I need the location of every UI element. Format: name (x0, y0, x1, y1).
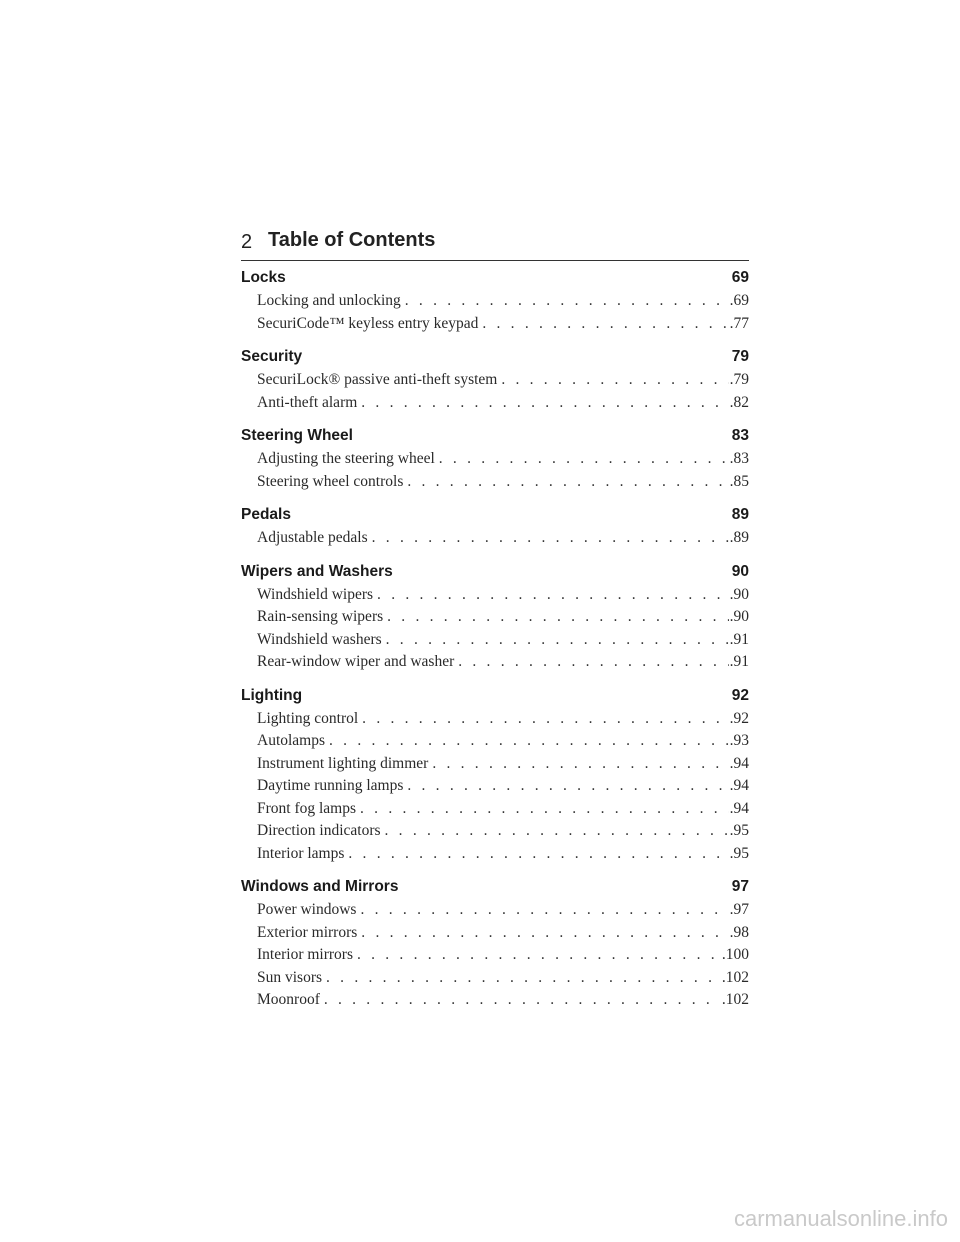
section-page-number: 92 (731, 686, 749, 704)
dot-leader (348, 843, 728, 866)
entry-title: Rain-sensing wipers (257, 608, 384, 625)
entry-page-number: .102 (721, 968, 749, 986)
section-title: Lighting (241, 686, 303, 704)
entry-page-number: .97 (729, 901, 749, 918)
entry-title: Interior lamps (257, 844, 345, 862)
section-heading[interactable] (241, 503, 749, 527)
section-heading[interactable] (241, 560, 749, 584)
entry-title: Front fog lamps (257, 799, 357, 817)
entry-page-number: .90 (729, 608, 749, 625)
dot-leader (458, 651, 728, 674)
toc-entry[interactable] (257, 708, 749, 731)
dot-leader (386, 629, 729, 652)
dot-leader (329, 730, 729, 753)
entry-title: Moonroof (257, 991, 320, 1008)
dot-leader (405, 290, 729, 313)
section-heading[interactable] (241, 875, 749, 899)
dot-leader (361, 922, 728, 945)
toc-entry[interactable] (257, 606, 749, 629)
toc-entry[interactable] (257, 843, 749, 866)
toc-entry[interactable] (257, 471, 749, 494)
section-title: Windows and Mirrors (241, 878, 399, 895)
entry-page-number: .85 (729, 472, 749, 490)
entry-page-number: .93 (729, 732, 749, 749)
section-page-number: 69 (731, 269, 749, 286)
page-title: Table of Contents (268, 229, 436, 251)
toc-entry[interactable] (257, 820, 749, 843)
toc-entry[interactable] (257, 392, 749, 415)
dot-leader (377, 584, 729, 607)
toc-entry[interactable] (257, 753, 749, 776)
entry-title: Direction indicators (257, 822, 381, 839)
toc-entry[interactable] (257, 651, 749, 674)
dot-leader (361, 392, 728, 415)
entry-title: Rear-window wiper and washer (257, 653, 455, 670)
entry-title: Lighting control (257, 709, 359, 727)
entry-page-number: .102 (721, 991, 749, 1008)
entry-title: Autolamps (257, 732, 326, 749)
dot-leader (360, 798, 729, 821)
toc-entry[interactable] (257, 899, 749, 922)
toc-section (241, 684, 749, 866)
section-page-number: 97 (731, 878, 749, 895)
entry-title: Exterior mirrors (257, 923, 358, 941)
dot-leader (439, 448, 729, 471)
toc-entry[interactable] (257, 798, 749, 821)
toc-entry[interactable] (257, 584, 749, 607)
entry-page-number: .98 (729, 923, 749, 941)
page-header (241, 228, 749, 261)
toc-section (241, 424, 749, 493)
toc-entry[interactable] (257, 369, 749, 392)
dot-leader (326, 967, 721, 990)
toc-entry[interactable] (257, 730, 749, 753)
dot-leader (501, 369, 728, 392)
entry-title: Anti-theft alarm (257, 393, 358, 411)
entry-page-number: .77 (729, 314, 749, 332)
toc-section (241, 266, 749, 335)
entry-title: SecuriLock® passive anti-theft system (257, 371, 498, 388)
entry-title: Sun visors (257, 968, 323, 986)
toc-entry[interactable] (257, 944, 749, 967)
section-title: Security (241, 348, 303, 365)
toc-entry[interactable] (257, 448, 749, 471)
page-number: 2 (241, 231, 253, 253)
toc-entry[interactable] (257, 290, 749, 313)
toc-entry[interactable] (257, 922, 749, 945)
entry-page-number: .90 (729, 585, 749, 603)
toc-entry[interactable] (257, 989, 749, 1012)
dot-leader (324, 989, 721, 1012)
toc-entry[interactable] (257, 527, 749, 550)
entry-title: Windshield washers (257, 630, 382, 648)
dot-leader (407, 471, 728, 494)
entry-page-number: .69 (729, 292, 749, 309)
entry-title: SecuriCode™ keyless entry keypad (257, 314, 479, 332)
toc-section (241, 503, 749, 550)
section-page-number: 79 (731, 348, 749, 365)
dot-leader (362, 708, 728, 731)
toc-entry[interactable] (257, 313, 749, 336)
entry-page-number: .89 (729, 529, 749, 546)
entry-title: Locking and unlocking (257, 292, 401, 309)
entry-title: Steering wheel controls (257, 472, 404, 490)
entry-page-number: .91 (729, 630, 749, 648)
section-heading[interactable] (241, 345, 749, 369)
entry-page-number: .82 (729, 393, 749, 411)
entry-title: Daytime running lamps (257, 777, 404, 794)
toc-entry[interactable] (257, 967, 749, 990)
dot-leader (432, 753, 728, 776)
section-title: Steering Wheel (241, 427, 353, 444)
entry-page-number: .95 (729, 822, 749, 839)
table-of-contents (241, 266, 749, 1022)
toc-entry[interactable] (257, 775, 749, 798)
toc-entry[interactable] (257, 629, 749, 652)
entry-page-number: .95 (729, 844, 749, 862)
entry-page-number: .79 (729, 371, 749, 388)
entry-page-number: .94 (729, 754, 749, 772)
toc-section (241, 875, 749, 1012)
section-heading[interactable] (241, 424, 749, 448)
section-page-number: 83 (731, 427, 749, 444)
section-page-number: 90 (731, 562, 749, 580)
entry-page-number: .91 (729, 653, 749, 670)
entry-title: Instrument lighting dimmer (257, 754, 429, 772)
entry-title: Adjustable pedals (257, 529, 368, 546)
entry-page-number: .94 (729, 777, 749, 794)
dot-leader (407, 775, 728, 798)
section-heading[interactable] (241, 684, 749, 708)
section-heading[interactable] (241, 266, 749, 290)
dot-leader (385, 820, 729, 843)
entry-title: Interior mirrors (257, 946, 353, 963)
entry-page-number: .94 (729, 799, 749, 817)
section-title: Wipers and Washers (241, 562, 393, 580)
watermark: carmanualsonline.info (733, 1206, 948, 1231)
entry-title: Adjusting the steering wheel (257, 450, 435, 467)
dot-leader (372, 527, 729, 550)
entry-title: Windshield wipers (257, 585, 374, 603)
dot-leader (360, 899, 728, 922)
dot-leader (482, 313, 728, 336)
entry-page-number: .83 (729, 450, 749, 467)
dot-leader (357, 944, 721, 967)
toc-section (241, 345, 749, 414)
dot-leader (387, 606, 728, 629)
toc-section (241, 560, 749, 674)
entry-page-number: .92 (729, 709, 749, 727)
section-title: Locks (241, 269, 286, 286)
section-page-number: 89 (731, 506, 749, 523)
entry-title: Power windows (257, 901, 357, 918)
section-title: Pedals (241, 506, 291, 523)
entry-page-number: .100 (721, 946, 749, 963)
